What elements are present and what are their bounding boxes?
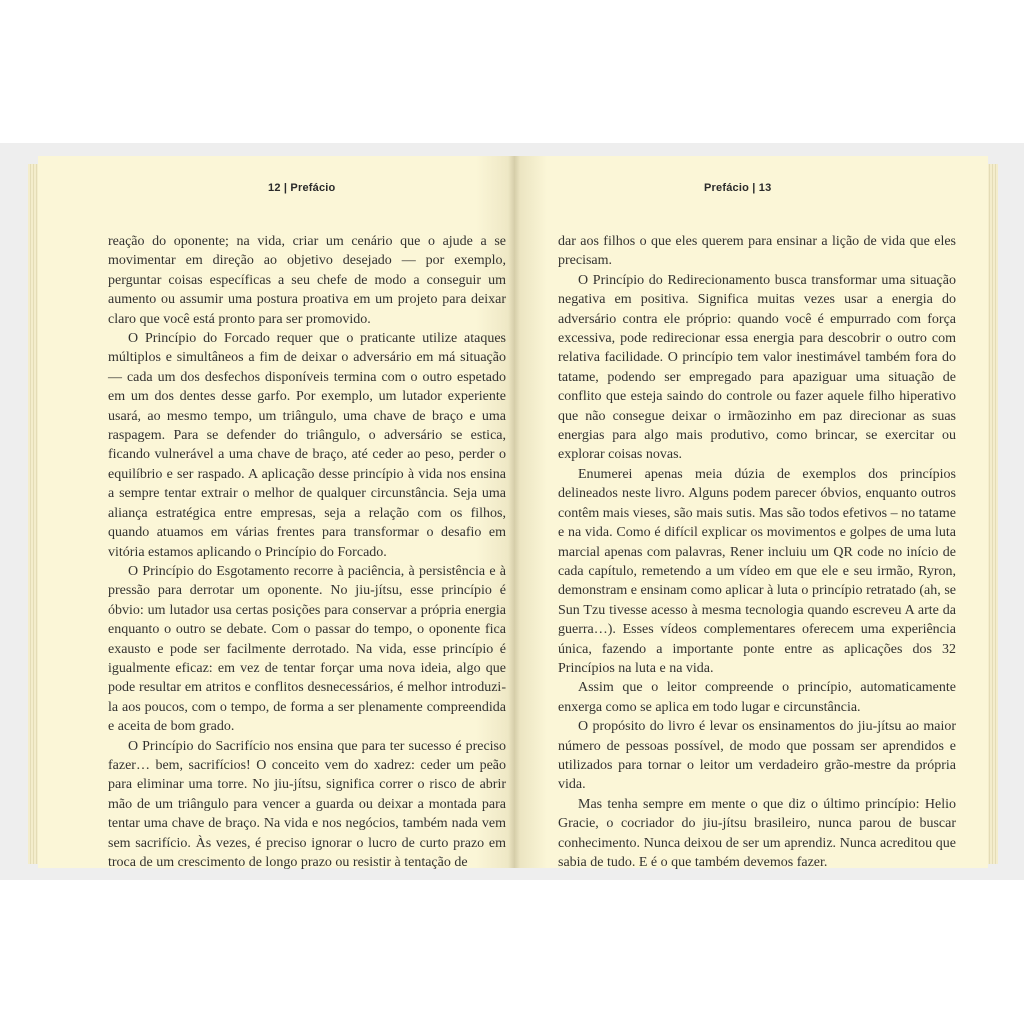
paragraph: reação do oponente; na vida, criar um cenário que o ajude a se movimentar em direção ao objetivo desejado — por exemplo, perguntar coisas específicas a seu chefe de modo a conseguir um aumento ou assumir uma postura proativa em um projeto para deixar claro que você está pronto para ser promovido.: [108, 234, 506, 327]
left-page: [38, 156, 514, 868]
open-book: [28, 156, 998, 868]
left-page-header: 12 | Prefácio: [268, 182, 336, 194]
paragraph: O Princípio do Esgotamento recorre à paciência, à persistência e à pressão para derrotar um oponente. No jiu-jítsu, esse princípio é óbvio: um lutador usa certas posições para conservar a própria energia enquanto o outro se debate. Com o passar do tempo, o oponente fica exausto e pode ser facilmente derrotado. Na vida, esse princípio é igualmente eficaz: em vez de tentar forçar uma nova ideia, algo que pode resultar em atritos e conflitos desnecessários, é melhor introduzi-la aos poucos, com o tempo, de forma a ser plenamente compreendida e aceita de bom grado.: [108, 563, 506, 735]
paragraph: O propósito do livro é levar os ensinamentos do jiu-jítsu ao maior número de pessoas possível, de modo que possam ser aprendidos e utilizados para tornar o leitor um verdadeiro grão-mestre da própria vida.: [558, 719, 956, 793]
right-page-text: [558, 232, 956, 872]
paragraph: Enumerei apenas meia dúzia de exemplos dos princípios delineados neste livro. Alguns podem parecer óbvios, enquanto outros contêm mais vieses, são mais sutis. Mas são todos efetivos – no tatame e na vida. Como é difícil explicar os movimentos e golpes de uma luta marcial apenas com palavras, Rener incluiu um QR code no início de cada capítulo, remetendo a um vídeo em que ele e seu irmão, Ryron, demonstram e ensinam como aplicar à luta o princípio retratado (ah, se Sun Tzu tivesse acesso à mesma tecnologia quando escreveu A arte da guerra…). Esses vídeos complementares oferecem uma experiência única, fazendo a importante ponte entre as aplicações dos 32 Princípios na luta e na vida.: [558, 466, 956, 676]
left-page-text: [108, 232, 506, 872]
paragraph: O Princípio do Redirecionamento busca transformar uma situação negativa em positiva. Significa muitas vezes usar a energia do adversário contra ele próprio: quando você é empurrado com força excessiva, pode redirecionar essa energia para descobrir o outro com relativa facilidade. O princípio tem valor inestimável também fora do tatame, podendo ser empregado para apaziguar uma situação de conflito que esteja saindo do controle ou fazer aquele filho hiperativo que não consegue deixar o irmãozinho em paz direcionar as suas energias para algo mais produtivo, como brincar, se exercitar ou explorar coisas novas.: [558, 272, 956, 463]
paragraph: O Princípio do Forcado requer que o praticante utilize ataques múltiplos e simultâneos a fim de deixar o adversário em má situação — cada um dos desfechos disponíveis termina com o outro espetado em um dos dentes desse garfo. Por exemplo, um lutador experiente usará, ao mesmo tempo, um triângulo, uma chave de braço e uma raspagem. Para se defender do triângulo, o adversário se estica, ficando vulnerável a uma chave de braço, até ceder ao peso, perder o equilíbrio e ser raspado. A aplicação desse princípio à vida nos ensina a sempre tentar extrair o melhor de qualquer circunstância. Seja uma aliança estratégica entre empresas, seja a relação com os filhos, quando atuamos em várias frentes para transformar o desafio em vitória estamos aplicando o Princípio do Forcado.: [108, 331, 506, 560]
book-gutter: [508, 156, 520, 868]
paragraph: Mas tenha sempre em mente o que diz o último princípio: Helio Gracie, o cocriador do jiu-jítsu brasileiro, nunca parou de buscar conhecimento. Nunca deixou de ser um aprendiz. Nunca acreditou que sabia de tudo. E é o que também devemos fazer.: [558, 796, 956, 870]
right-page: [514, 156, 988, 868]
paragraph: dar aos filhos o que eles querem para ensinar a lição de vida que eles precisam.: [558, 234, 956, 269]
right-page-header: Prefácio | 13: [704, 182, 772, 194]
paragraph: Assim que o leitor compreende o princípio, automaticamente enxerga como se aplica em todo lugar e circunstância.: [558, 680, 956, 715]
paragraph: O Princípio do Sacrifício nos ensina que para ter sucesso é preciso fazer… bem, sacrifícios! O conceito vem do xadrez: ceder um peão para eliminar uma torre. No jiu-jítsu, significa correr o risco de abrir mão de um triângulo para vencer a guarda ou deixar a montada para tentar uma chave de braço. Na vida e nos negócios, também nada vem sem sacrifício. Às vezes, é preciso ignorar o lucro de curto prazo em troca de um crescimento de longo prazo ou resistir à tentação de: [108, 738, 506, 870]
